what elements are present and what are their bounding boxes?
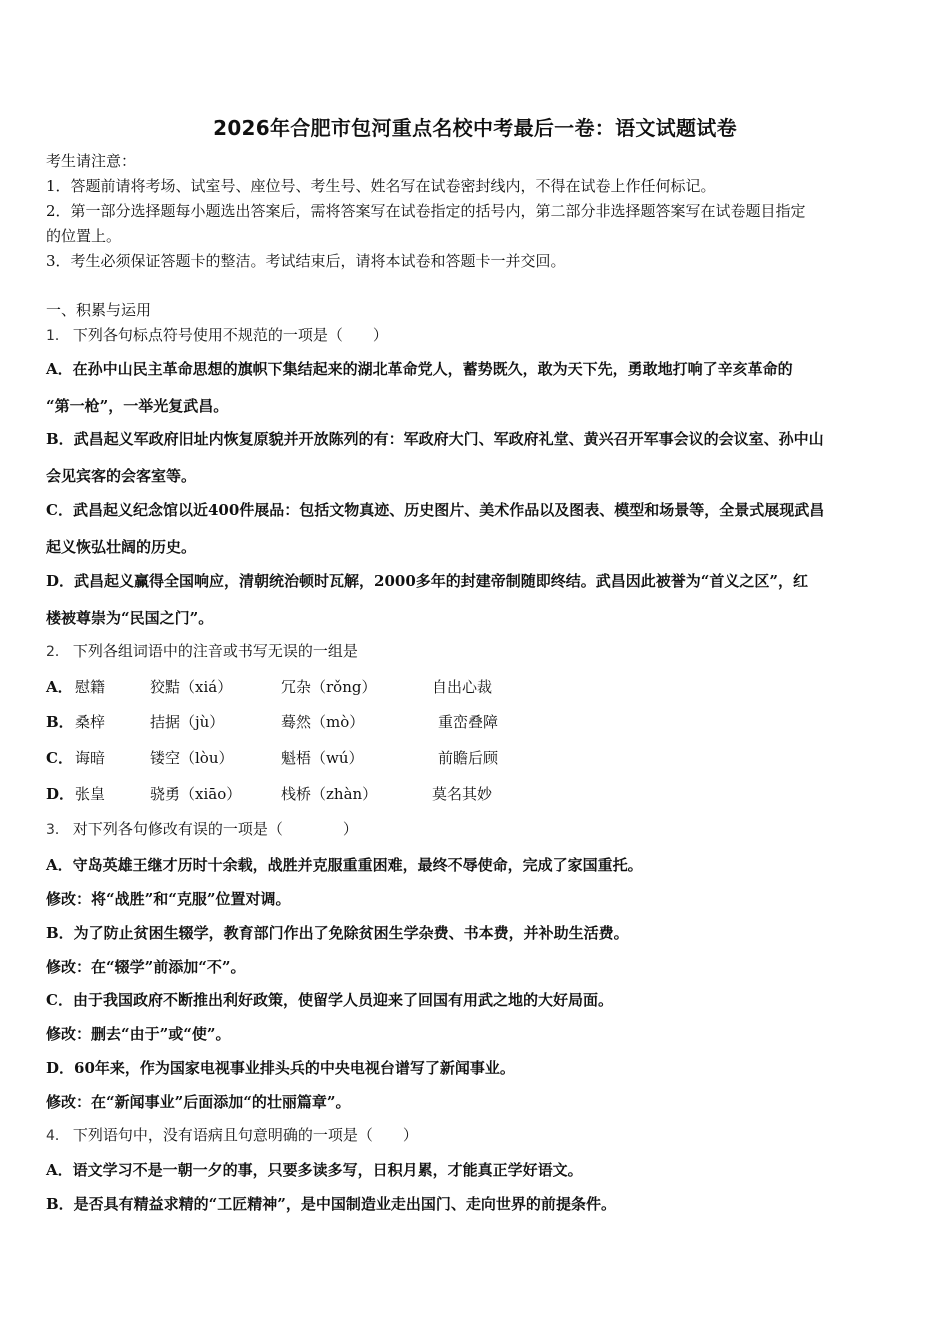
option-word-3: 栈桥（zhàn） (281, 785, 378, 803)
option-label: C． (46, 749, 73, 767)
exam-title: 2026年合肥市包河重点名校中考最后一卷：语文试题试卷 (213, 116, 737, 140)
q3-option-c: C．由于我国政府不断推出利好政策，使留学人员迎来了回国有用武之地的大好局面。 (46, 991, 613, 1009)
option-word-2: 拮据（jù） (150, 713, 225, 731)
option-label: A． (46, 678, 73, 696)
question-2-stem (46, 641, 358, 662)
q3-option-a-fix: 修改：将“战胜”和“克服”位置对调。 (46, 890, 291, 908)
notice-item-1: 1．答题前请将考场、试室号、座位号、考生号、姓名写在试卷密封线内，不得在试卷上作任何标记。 (46, 177, 716, 195)
option-word-1: 诲暗 (75, 749, 106, 767)
q1-option-b: B．武昌起义军政府旧址内恢复原貌并开放陈列的有：军政府大门、军政府礼堂、黄兴召开军事会议的会议室、孙中山 (46, 430, 824, 448)
notice-item-2-cont: 的位置上。 (46, 227, 122, 245)
section-heading: 一、积累与运用 (46, 301, 152, 319)
question-number: 3． (46, 822, 69, 838)
q3-option-b-fix: 修改：在“辍学”前添加“不”。 (46, 958, 246, 976)
option-word-1: 慰籍 (75, 678, 106, 696)
q3-option-b: B．为了防止贫困生辍学，教育部门作出了免除贫困生学杂费、书本费，并补助生活费。 (46, 924, 629, 942)
option-word-3: 魁梧（wú） (281, 749, 364, 767)
q1-option-c: C．武昌起义纪念馆以近400件展品：包括文物真迹、历史图片、美术作品以及图表、模型和场景等，全景式展现武昌 (46, 501, 825, 519)
q3-option-a: A．守岛英雄王继才历时十余载，战胜并克服重重困难，最终不辱使命，完成了家国重托。 (46, 856, 643, 874)
question-text: 下列语句中，没有语病且句意明确的一项是（ ） (72, 1126, 418, 1144)
question-number: 1． (46, 328, 69, 344)
option-word-1: 桑梓 (75, 713, 106, 731)
option-word-2: 骁勇（xiāo） (150, 785, 242, 803)
option-word-2: 镂空（lòu） (150, 749, 234, 767)
question-number: 2． (46, 644, 69, 660)
option-word-4: 自出心裁 (432, 678, 493, 696)
q4-option-a: A．语文学习不是一朝一夕的事，只要多读多写，日积月累，才能真正学好语文。 (46, 1161, 583, 1179)
option-word-2: 狡黠（xiá） (150, 678, 233, 696)
q4-option-b: B．是否具有精益求精的“工匠精神”，是中国制造业走出国门、走向世界的前提条件。 (46, 1195, 616, 1213)
option-label: B． (46, 713, 74, 731)
question-1-stem (46, 325, 388, 346)
option-word-3: 冗杂（rǒng） (281, 678, 377, 696)
option-word-4: 前瞻后顾 (438, 749, 499, 767)
question-3-stem (46, 819, 358, 840)
q1-option-a: A．在孙中山民主革命思想的旗帜下集结起来的湖北革命党人，蓄势既久，敢为天下先，勇敢地打响了辛亥革命的 (46, 360, 793, 378)
option-word-1: 张皇 (75, 785, 106, 803)
question-text: 下列各组词语中的注音或书写无误的一组是 (72, 642, 358, 660)
q3-option-d: D．60年来，作为国家电视事业排头兵的中央电视台谱写了新闻事业。 (46, 1059, 515, 1077)
option-word-3: 蓦然（mò） (281, 713, 365, 731)
option-word-4: 莫名其妙 (432, 785, 493, 803)
q1-option-d-cont: 楼被尊崇为“民国之门”。 (46, 609, 214, 627)
q1-option-a-cont: “第一枪”，一举光复武昌。 (46, 397, 229, 415)
q1-option-b-cont: 会见宾客的会客室等。 (46, 467, 197, 485)
q1-option-d: D．武昌起义赢得全国响应，清朝统治顿时瓦解，2000多年的封建帝制随即终结。武昌因此被誉为“首义之区”，红 (46, 572, 809, 590)
option-label: D． (46, 785, 75, 803)
question-text: 下列各句标点符号使用不规范的一项是（ ） (72, 326, 388, 344)
question-number: 4． (46, 1128, 69, 1144)
notice-heading: 考生请注意： (46, 152, 137, 170)
question-4-stem (46, 1125, 418, 1146)
q1-option-c-cont: 起义恢弘壮阔的历史。 (46, 538, 197, 556)
question-text: 对下列各句修改有误的一项是（ ） (72, 820, 358, 838)
option-word-4: 重峦叠障 (438, 713, 499, 731)
q3-option-d-fix: 修改：在“新闻事业”后面添加“的壮丽篇章”。 (46, 1093, 351, 1111)
notice-item-3: 3．考生必须保证答题卡的整洁。考试结束后，请将本试卷和答题卡一并交回。 (46, 252, 566, 270)
notice-item-2: 2．第一部分选择题每小题选出答案后，需将答案写在试卷指定的括号内，第二部分非选择题答案写在试卷题目指定 (46, 202, 806, 220)
q3-option-c-fix: 修改：删去“由于”或“使”。 (46, 1025, 231, 1043)
